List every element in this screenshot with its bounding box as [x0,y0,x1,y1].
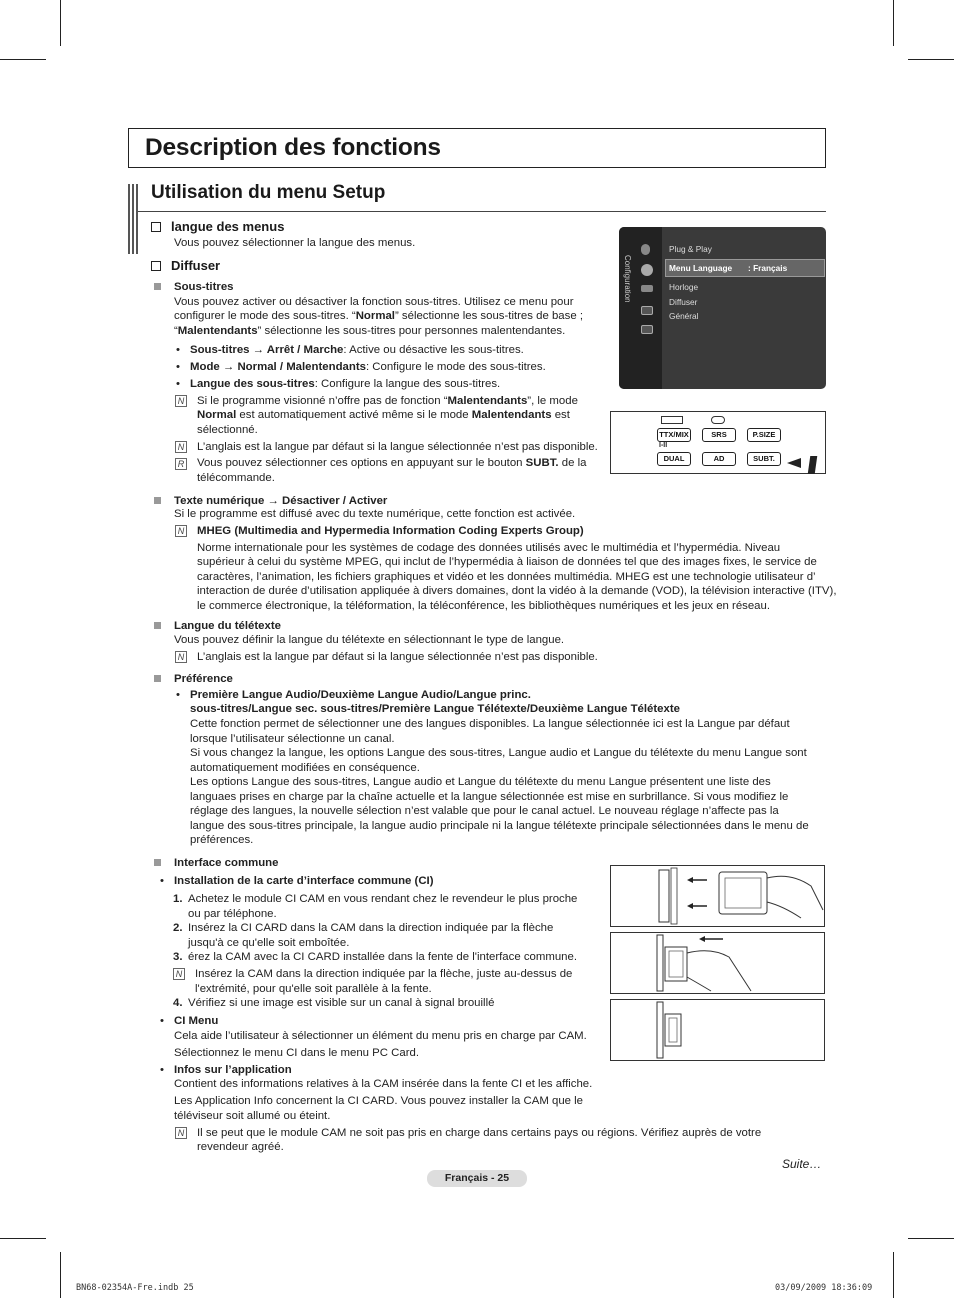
ci-menu-line2: Sélectionnez le menu CI dans le menu PC Card. [174,1047,420,1059]
bullet-item: • [176,344,180,356]
ci-card-illustration-2 [610,932,825,994]
input-icon [641,306,653,315]
cam-installed-drawing [611,1000,824,1060]
mheg-line: le commerce électronique, la téléformation, la téléconférence, les bibliothèques numériques et les jeux en réseau. [197,600,771,612]
preference-line: langue des sous-titres principale, la langue audio principale ni la langue télétexte principale sélectionnées dans le menu de [190,820,809,832]
preference-heading: Préférence [174,673,233,685]
step-number: 4. [173,997,183,1009]
note1-line2: Normal est automatiquement activé même si le mode Malentendants est [197,409,570,421]
sous-titres-bullet-1: Sous-titres → Arrêt / Marche: Active ou désactive les sous-titres. [190,344,524,356]
langue-text: Vous pouvez sélectionner la langue des menus. [174,237,416,249]
remote-control-image [610,411,826,474]
preference-bold1: Première Langue Audio/Deuxième Langue Audio/Langue princ. [190,689,531,701]
interface-heading: Interface commune [174,857,279,869]
srs-button[interactable]: SRS [702,428,736,442]
mheg-heading: MHEG (Multimedia and Hypermedia Information Coding Experts Group) [197,525,584,537]
square-bullet-icon [154,283,161,290]
bullet-item: • [160,875,164,887]
note3-line2: télécommande. [197,472,275,484]
crop-mark [908,1238,954,1239]
step-2-line2: jusqu'à ce qu'elle soit emboîtée. [188,937,350,949]
crop-mark [908,59,954,60]
final-note-line2: revendeur agréé. [197,1141,284,1153]
imprint-file: BN68-02354A-Fre.indb 25 [76,1283,194,1293]
teletexte-heading: Langue du télétexte [174,620,281,632]
suite-label: Suite… [782,1157,822,1171]
section-title: Utilisation du menu Setup [151,182,386,203]
bullet-item: • [160,1064,164,1076]
page-number: Français - 25 [427,1170,527,1187]
note-icon: N [175,525,187,537]
teletexte-text: Vous pouvez définir la langue du télétexte en sélectionnant le type de langue. [174,634,565,646]
mheg-line: interaction de durée d’utilisation appliquée à divers domaines, dont la vidéo à la demande (VOD), la télévision interactive (ITV), [197,585,837,597]
menu-item-plug-play[interactable]: Plug & Play [669,244,712,254]
menu-item-diffuser[interactable]: Diffuser [669,297,698,307]
page-title-box [128,128,826,168]
bullet-item: • [176,378,180,390]
texte-heading: Texte numérique → Désactiver / Activer [174,495,388,507]
preference-line: lorsque l’utilisateur sélectionne un canal. [190,733,395,745]
mheg-line: Norme internationale pour les systèmes de codage des données utilisés avec le multimédia et l’hypermédia. Niveau [197,542,781,554]
crop-mark [0,1238,46,1239]
note1-line1: Si le programme visionné n’offre pas de fonction “Malentendants”, le mode [197,395,578,407]
square-bullet-icon [154,622,161,629]
application-icon [641,325,653,334]
section-divider [138,211,826,212]
note1-line3: sélectionné. [197,424,258,436]
bullet-item: • [176,361,180,373]
channel-icon [641,285,653,292]
preference-bold2: sous-titres/Langue sec. sous-titres/Première Langue Télétexte/Deuxième Langue Télétexte [190,703,680,715]
psize-button[interactable]: P.SIZE [747,428,781,442]
preference-line: Si vous changez la langue, les options Langue des sous-titres, Langue audio et Langue du télétexte du menu Langue sont [190,747,807,759]
note-icon: N [173,968,185,980]
checkbox-icon [151,261,161,271]
menu-side-label: Configuration [623,255,632,303]
final-note-line1: Il se peut que le module CAM ne soit pas pris en charge dans certains pays ou régions. Vérifiez auprès de votre [197,1127,762,1139]
subt-button[interactable]: SUBT. [747,452,781,466]
step-number: 3. [173,951,183,963]
step-1-line1: Achetez le module CI CAM en vous rendant chez le revendeur le plus proche [188,893,578,905]
langue-heading: langue des menus [151,219,284,235]
menu-item-general[interactable]: Général [669,311,699,321]
note-icon: N [175,441,187,453]
srs-icon [711,416,725,424]
square-bullet-icon [154,859,161,866]
preference-line: Les options Langue des sous-titres, Langue audio et Langue du télétexte du menu Langue présentent une liste des [190,776,771,788]
step-number: 2. [173,922,183,934]
note-icon: N [175,1127,187,1139]
mheg-line: caractères, l’animation, les fichiers graphiques et vidéo et les données multimédia. MHEG est une technologie utilisateur d’ [197,571,816,583]
step-3-line1: érez la CAM avec la CI CARD installée dans la fente de l'interface commune. [188,951,578,963]
checkbox-icon [151,222,161,232]
preference-line: automatiquement modifiées en conséquence. [190,762,420,774]
ci-menu-heading: CI Menu [174,1015,219,1027]
gear-icon [641,264,653,276]
crop-mark [893,0,894,46]
dual-button[interactable]: DUAL [657,452,691,466]
sous-titres-line3: “Malentendants” sélectionne les sous-titres pour personnes malentendantes. [174,325,566,337]
ci-card-illustration-3 [610,999,825,1061]
picture-icon [641,244,650,255]
cam-insert-drawing [611,933,824,993]
texte-text: Si le programme est diffusé avec du texte numérique, cette fonction est activée. [174,508,576,520]
note-icon: N [175,395,187,407]
ttx-mix-button[interactable]: TTX/MIX [657,428,691,442]
infos-line1: Contient des informations relatives à la CAM insérée dans la fente CI et les affiche. [174,1078,593,1090]
imprint-date: 03/09/2009 18:36:09 [775,1283,873,1293]
step-4: Vérifiez si une image est visible sur un canal à signal brouillé [188,997,495,1009]
diffuser-heading: Diffuser [151,258,220,274]
crop-mark [893,1252,894,1298]
note-icon: N [175,651,187,663]
infos-heading: Infos sur l’application [174,1064,292,1076]
menu-item-menu-language[interactable]: Menu Language [669,263,733,273]
page-title: Description des fonctions [145,134,441,161]
remote-note-icon: R [175,458,187,470]
bullet-item: • [160,1015,164,1027]
dual-mark: I-II [659,442,668,449]
sous-titres-line1: Vous pouvez activer ou désactiver la fonction sous-titres. Utilisez ce menu pour [174,296,574,308]
menu-selected-value: : Français [748,263,788,273]
ci-note-line1: Insérez la CAM dans la direction indiquée par la flèche, juste au-dessus de [195,968,573,980]
teletext-icon [661,416,683,424]
section-bars [128,184,138,254]
preference-line: languaes prises en charge par la chaîne actuelle et la langue sélectionnée est mise en surbrillance. Si vous modifiez le [190,791,789,803]
teletexte-note: L’anglais est la langue par défaut si la langue sélectionnée n’est pas disponible. [197,651,598,663]
sous-titres-bullet-3: Langue des sous-titres: Configure la langue des sous-titres. [190,378,501,390]
mheg-line: supérieur à celui du système MPEG, qui inclut de l’hypermédia à liaison de données tel que des images fixes, le service de [197,556,817,568]
preference-line: Cette fonction permet de sélectionner une des langues disponibles. La langue sélectionnée ici est la Langue par défaut [190,718,790,730]
infos-line2: Les Application Info concernent la CI CARD. Vous pouvez installer la CAM que le [174,1095,584,1107]
ci-menu-line1: Cela aide l’utilisateur à sélectionner un élément du menu pris en charge par CAM. [174,1030,587,1042]
bullet-item: • [176,689,180,701]
square-bullet-icon [154,675,161,682]
crop-mark [60,1252,61,1298]
note3-line1: Vous pouvez sélectionner ces options en appuyant sur le bouton SUBT. de la [197,457,587,469]
step-1-line2: ou par téléphone. [188,908,277,920]
install-heading: Installation de la carte d’interface commune (CI) [174,875,434,887]
sous-titres-bullet-2: Mode → Normal / Malentendants: Configure le mode des sous-titres. [190,361,546,373]
setup-menu-screenshot [619,227,826,389]
square-bullet-icon [154,497,161,504]
sous-titres-line2: configurer le mode des sous-titres. “Normal” sélectionne les sous-titres de base ; [174,310,583,322]
ad-button[interactable]: AD [702,452,736,466]
preference-line: préférences. [190,834,254,846]
menu-item-horloge[interactable]: Horloge [669,282,699,292]
step-2-line1: Insérez la CI CARD dans la CAM dans la direction indiquée par la flèche [188,922,554,934]
crop-mark [60,0,61,46]
infos-line3: téléviseur soit allumé ou éteint. [174,1110,331,1122]
crop-mark [0,59,46,60]
step-number: 1. [173,893,183,905]
arrow-left-icon [787,458,801,468]
ci-card-illustration-1 [610,865,825,927]
ci-card-insert-drawing [611,866,824,926]
sous-titres-heading: Sous-titres [174,281,234,293]
preference-line: réglage des langues, la nouvelle sélection n’est valable que pour le canal actuel. Le nouveau réglage n’affecte pas la [190,805,779,817]
finger-pointer-icon [808,456,818,474]
note2: L’anglais est la langue par défaut si la langue sélectionnée n’est pas disponible. [197,441,598,453]
ci-note-line2: l'extrémité, pour qu'elle soit parallèle à la fente. [195,983,432,995]
